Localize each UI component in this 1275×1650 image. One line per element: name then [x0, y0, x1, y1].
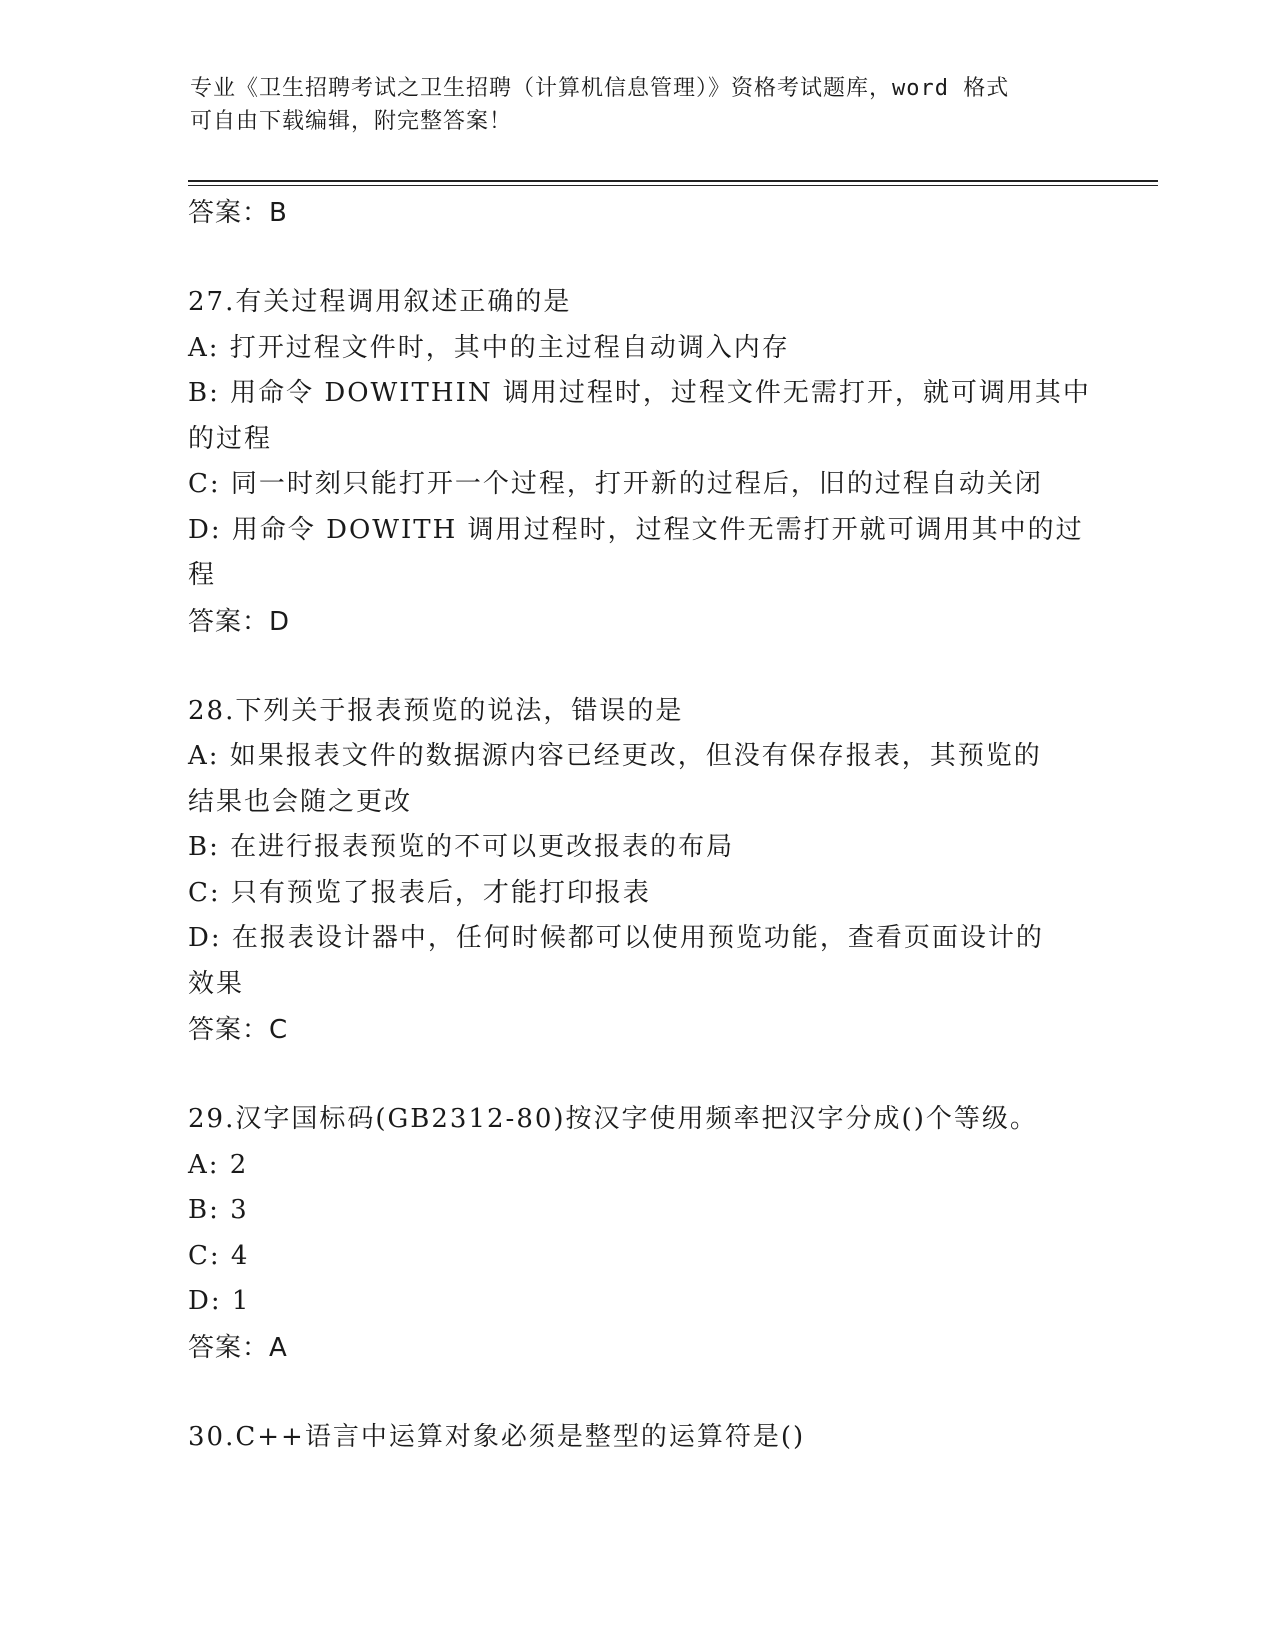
question-30-stem: 30.C++语言中运算对象必须是整型的运算符是() — [188, 1421, 806, 1452]
question-27-option-d-line-1: D: 用命令 DOWITH 调用过程时，过程文件无需打开就可调用其中的过 — [188, 514, 1084, 545]
question-28-option-d-line-1: D: 在报表设计器中，任何时候都可以使用预览功能，查看页面设计的 — [188, 923, 1044, 953]
header-line-1: 专业《卫生招聘考试之卫生招聘（计算机信息管理）》资格考试题库，word 格式 — [190, 76, 1010, 101]
question-27-answer: 答案：D — [188, 606, 291, 637]
question-27-option-c-text: C: 同一时刻只能打开一个过程，打开新的过程后，旧的过程自动关闭 — [188, 469, 1043, 499]
spacer — [188, 1053, 1088, 1097]
question-27-option-b-line-2: 的过程 — [188, 423, 273, 454]
question-28-option-d-line-2: 效果 — [188, 968, 245, 999]
question-27-option-c — [188, 462, 1088, 508]
question-28-answer: 答案：C — [188, 1015, 289, 1045]
question-28-option-d — [188, 916, 1088, 1007]
question-28-option-b-text: B: 在进行报表预览的不可以更改报表的布局 — [188, 832, 735, 862]
previous-answer: 答案：B — [188, 198, 288, 228]
question-content — [188, 190, 1091, 1460]
question-27-option-b-line-1: B: 用命令 DOWITHIN 调用过程时，过程文件无需打开，就可调用其中 — [188, 378, 1091, 408]
question-28-option-c — [188, 871, 1088, 917]
spacer — [188, 1371, 1088, 1415]
spacer — [188, 645, 1088, 689]
document-header — [190, 72, 1090, 138]
question-28-option-a — [188, 734, 1088, 825]
question-27 — [188, 280, 1091, 645]
question-27-option-d — [188, 508, 1088, 599]
question-27-option-a — [188, 326, 1088, 372]
question-29-option-d: D: 1 — [188, 1286, 251, 1316]
question-29-option-c: C: 4 — [188, 1240, 250, 1271]
header-divider-thick — [188, 180, 1158, 182]
question-29-option-a: A: 2 — [188, 1149, 249, 1180]
question-28-stem: 28.下列关于报表预览的说法，错误的是 — [188, 695, 684, 726]
question-28-option-c-text: C: 只有预览了报表后，才能打印报表 — [188, 877, 651, 908]
question-28 — [188, 689, 1088, 1054]
spacer — [188, 236, 1088, 280]
question-29-option-b: B: 3 — [188, 1195, 249, 1225]
header-divider-thin — [188, 185, 1158, 186]
question-27-option-b — [188, 371, 1091, 462]
question-28-option-a-line-1: A: 如果报表文件的数据源内容已经更改，但没有保存报表，其预览的 — [188, 741, 1042, 771]
question-27-option-d-line-2: 程 — [188, 560, 217, 590]
question-29 — [188, 1097, 1088, 1371]
question-27-option-a-text: A: 打开过程文件时，其中的主过程自动调入内存 — [188, 332, 790, 363]
question-28-option-b — [188, 825, 1088, 871]
question-27-stem: 27.有关过程调用叙述正确的是 — [188, 287, 572, 317]
question-30 — [188, 1415, 1088, 1461]
question-29-stem: 29.汉字国标码(GB2312-80)按汉字使用频率把汉字分成()个等级。 — [188, 1104, 1038, 1134]
question-28-option-a-line-2: 结果也会随之更改 — [188, 786, 413, 817]
question-29-answer: 答案：A — [188, 1332, 288, 1363]
header-line-2: 可自由下载编辑，附完整答案！ — [190, 109, 513, 134]
